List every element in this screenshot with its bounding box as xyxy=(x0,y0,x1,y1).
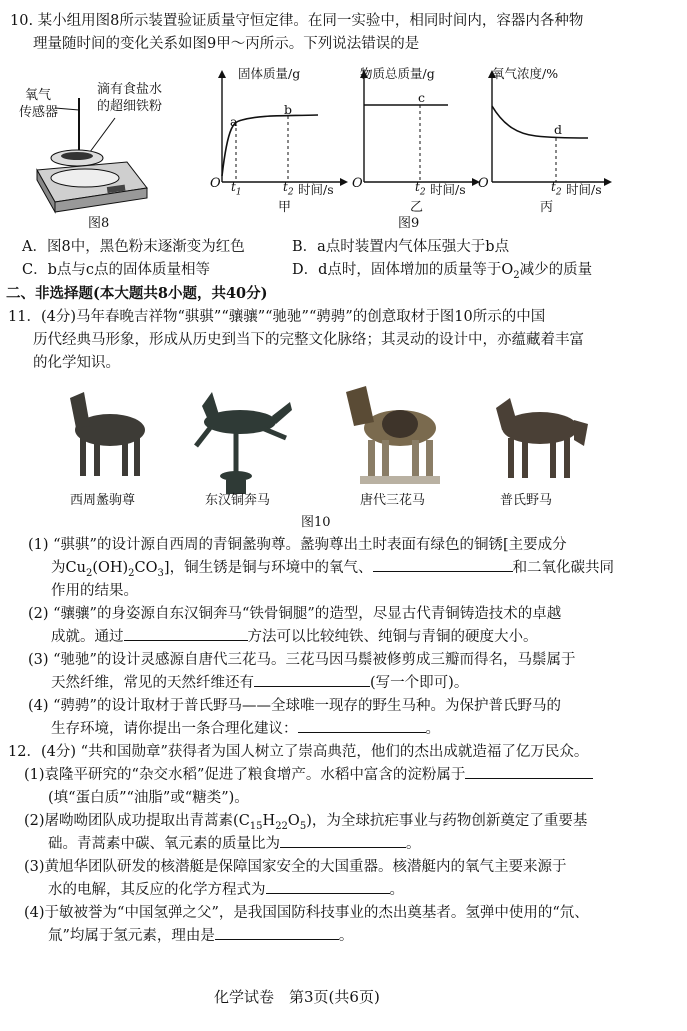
q11-p3-answer-blank[interactable] xyxy=(254,672,370,687)
q11-p4-line1: (4) “骋骋”的设计取材于普氏野马——全球唯一现存的野生马种。为保护普氏野马的 xyxy=(28,698,561,714)
horse-4-caption: 普氏野马 xyxy=(500,493,553,508)
q12-p3-line2: 水的电解，其反应的化学方程式为 。 xyxy=(48,879,404,901)
point-d: d xyxy=(554,122,563,137)
jia-xlabel: 时间/s xyxy=(298,182,334,197)
point-b: b xyxy=(284,102,293,117)
q11-p4-answer-blank[interactable] xyxy=(298,718,426,733)
fig10-caption: 图10 xyxy=(301,515,331,530)
bing-xlabel: 时间/s xyxy=(566,182,602,197)
q10-option-a: A．图8中，黑色粉末逐渐变为红色 xyxy=(22,239,245,255)
yi-origin: O xyxy=(352,176,363,191)
bing-origin: O xyxy=(478,176,489,191)
bing-ylabel: 氧气浓度/% xyxy=(492,66,559,81)
q11-p1-line2: 为$Cu_2(OH)_2CO_3$]，铜生锈是铜与环境中的氧气、 和二氧化碳共同 xyxy=(51,557,614,585)
jia-t2: $t_2$ xyxy=(283,180,294,198)
point-a: a xyxy=(230,114,238,129)
q11-line1: 11．(4分)马年春晚吉祥物“骐骐”“骧骧”“驰驰”“骋骋”的创意取材于图10所示的中国 xyxy=(8,309,546,325)
q11-p2-line1: (2) “骧骧”的身姿源自东汉铜奔马“铁骨铜腿”的造型，尽显古代青铜铸造技术的卓越 xyxy=(28,606,562,622)
q11-p2-answer-blank[interactable] xyxy=(124,626,248,641)
q12-p2-line1: (2)屠呦呦团队成功提取出青蒿素$(C_{15}H_{22}O_5)$，为全球抗疟事业与药物创新奠定了重要基 xyxy=(24,813,588,832)
horse-2-image xyxy=(196,392,292,494)
section-2-heading: 二、非选择题(本大题共8小题，共40分) xyxy=(6,285,268,302)
q12-p4-line1: (4)于敏被誉为“中国氢弹之父”，是我国国防科技事业的杰出奠基者。氢弹中使用的“氘、 xyxy=(24,905,589,921)
q12-p3-answer-blank[interactable] xyxy=(266,879,390,894)
figure-10-horses xyxy=(50,380,640,500)
page-footer: 化学试卷 第3页(共6页) xyxy=(214,988,380,1006)
q10-option-d: D．d点时，固体增加的质量等于$O_2$减少的质量 xyxy=(292,262,593,281)
horse-3-image xyxy=(346,386,440,484)
horse-3-caption: 唐代三花马 xyxy=(360,493,426,508)
q12-p4-line2: 氚”均属于氢元素，理由是 。 xyxy=(48,925,353,947)
q12-p2-answer-blank[interactable] xyxy=(280,833,406,848)
fig8-powder-label-2: 的超细铁粉 xyxy=(97,99,163,114)
yi-name: 乙 xyxy=(410,200,424,215)
q12-p1-line2: (填“蛋白质”“油脂”或“糖类”)。 xyxy=(48,790,249,806)
q10-line2: 理量随时间的变化关系如图9甲～丙所示。下列说法错误的是 xyxy=(33,36,420,52)
chart-yi xyxy=(342,64,492,214)
horse-4-image xyxy=(496,398,588,478)
q12-p2-line2: 础。青蒿素中碳、氧元素的质量比为 。 xyxy=(48,833,421,855)
bing-t2: $t_2$ xyxy=(551,180,562,198)
q11-line2: 历代经典马形象，形成从历史到当下的完整文化脉络；其灵动的设计中，亦蕴藏着丰富 xyxy=(33,332,584,348)
fig8-caption: 图8 xyxy=(88,216,110,231)
q11-line3: 的化学知识。 xyxy=(33,355,120,371)
point-c: c xyxy=(418,90,426,105)
q12-p1-answer-blank[interactable] xyxy=(465,764,593,779)
chart-jia xyxy=(200,64,350,214)
horse-1-caption: 西周盠驹尊 xyxy=(70,493,136,508)
q10-line1: 10. 某小组用图8所示装置验证质量守恒定律。在同一实验中，相同时间内，容器内各种物 xyxy=(10,13,584,29)
horse-2-caption: 东汉铜奔马 xyxy=(205,493,271,508)
q12-p4-answer-blank[interactable] xyxy=(215,925,339,940)
fig9-caption: 图9 xyxy=(398,216,420,231)
yi-xlabel: 时间/s xyxy=(430,182,466,197)
bing-name: 丙 xyxy=(540,200,554,215)
jia-t1: $t_1$ xyxy=(231,180,242,198)
jia-origin: O xyxy=(210,176,221,191)
q11-p1-answer-blank[interactable] xyxy=(373,557,513,572)
fig8-powder-label-1: 滴有食盐水 xyxy=(97,82,163,97)
q11-p1-line1: (1) “骐骐”的设计源自西周的青铜盠驹尊。盠驹尊出土时表面有绿色的铜锈[主要成分 xyxy=(28,537,567,553)
jia-name: 甲 xyxy=(278,200,292,215)
q12-line1: 12．(4分) “共和国勋章”获得者为国人树立了崇高典范，他们的杰出成就造福了亿万民众。 xyxy=(8,744,589,760)
yi-t2: $t_2$ xyxy=(415,180,426,198)
q11-p1-line3: 作用的结果。 xyxy=(51,583,138,599)
q12-p1-line1: (1)袁隆平研究的“杂交水稻”促进了粮食增产。水稻中富含的淀粉属于 xyxy=(24,764,593,786)
jia-ylabel: 固体质量/g xyxy=(238,66,301,81)
q11-p3-line1: (3) “驰驰”的设计灵感源自唐代三花马。三花马因马鬃被修剪成三瓣而得名，马鬃属于 xyxy=(28,652,576,668)
q12-p3-line1: (3)黄旭华团队研发的核潜艇是保障国家安全的大国重器。核潜艇内的氧气主要来源于 xyxy=(24,859,567,875)
horse-1-image xyxy=(70,392,145,476)
yi-ylabel: 物质总质量/g xyxy=(360,66,435,81)
chart-bing xyxy=(474,64,624,214)
oxygen-curve xyxy=(492,106,588,138)
q11-p2-line2: 成就。通过 方法可以比较纯铁、纯铜与青铜的硬度大小。 xyxy=(51,626,538,648)
fig8-sensor-label-2: 传感器 xyxy=(19,105,59,120)
q11-p4-line2: 生存环境，请你提出一条合理化建议： 。 xyxy=(51,718,440,740)
fig8-sensor-label-1: 氧气 xyxy=(25,88,52,103)
q10-option-b: B．a点时装置内气体压强大于b点 xyxy=(292,239,510,255)
figure-8 xyxy=(15,70,165,230)
q11-p3-line2: 天然纤维，常见的天然纤维还有 (写一个即可)。 xyxy=(51,672,468,694)
q10-option-c: C．b点与c点的固体质量相等 xyxy=(22,262,210,278)
